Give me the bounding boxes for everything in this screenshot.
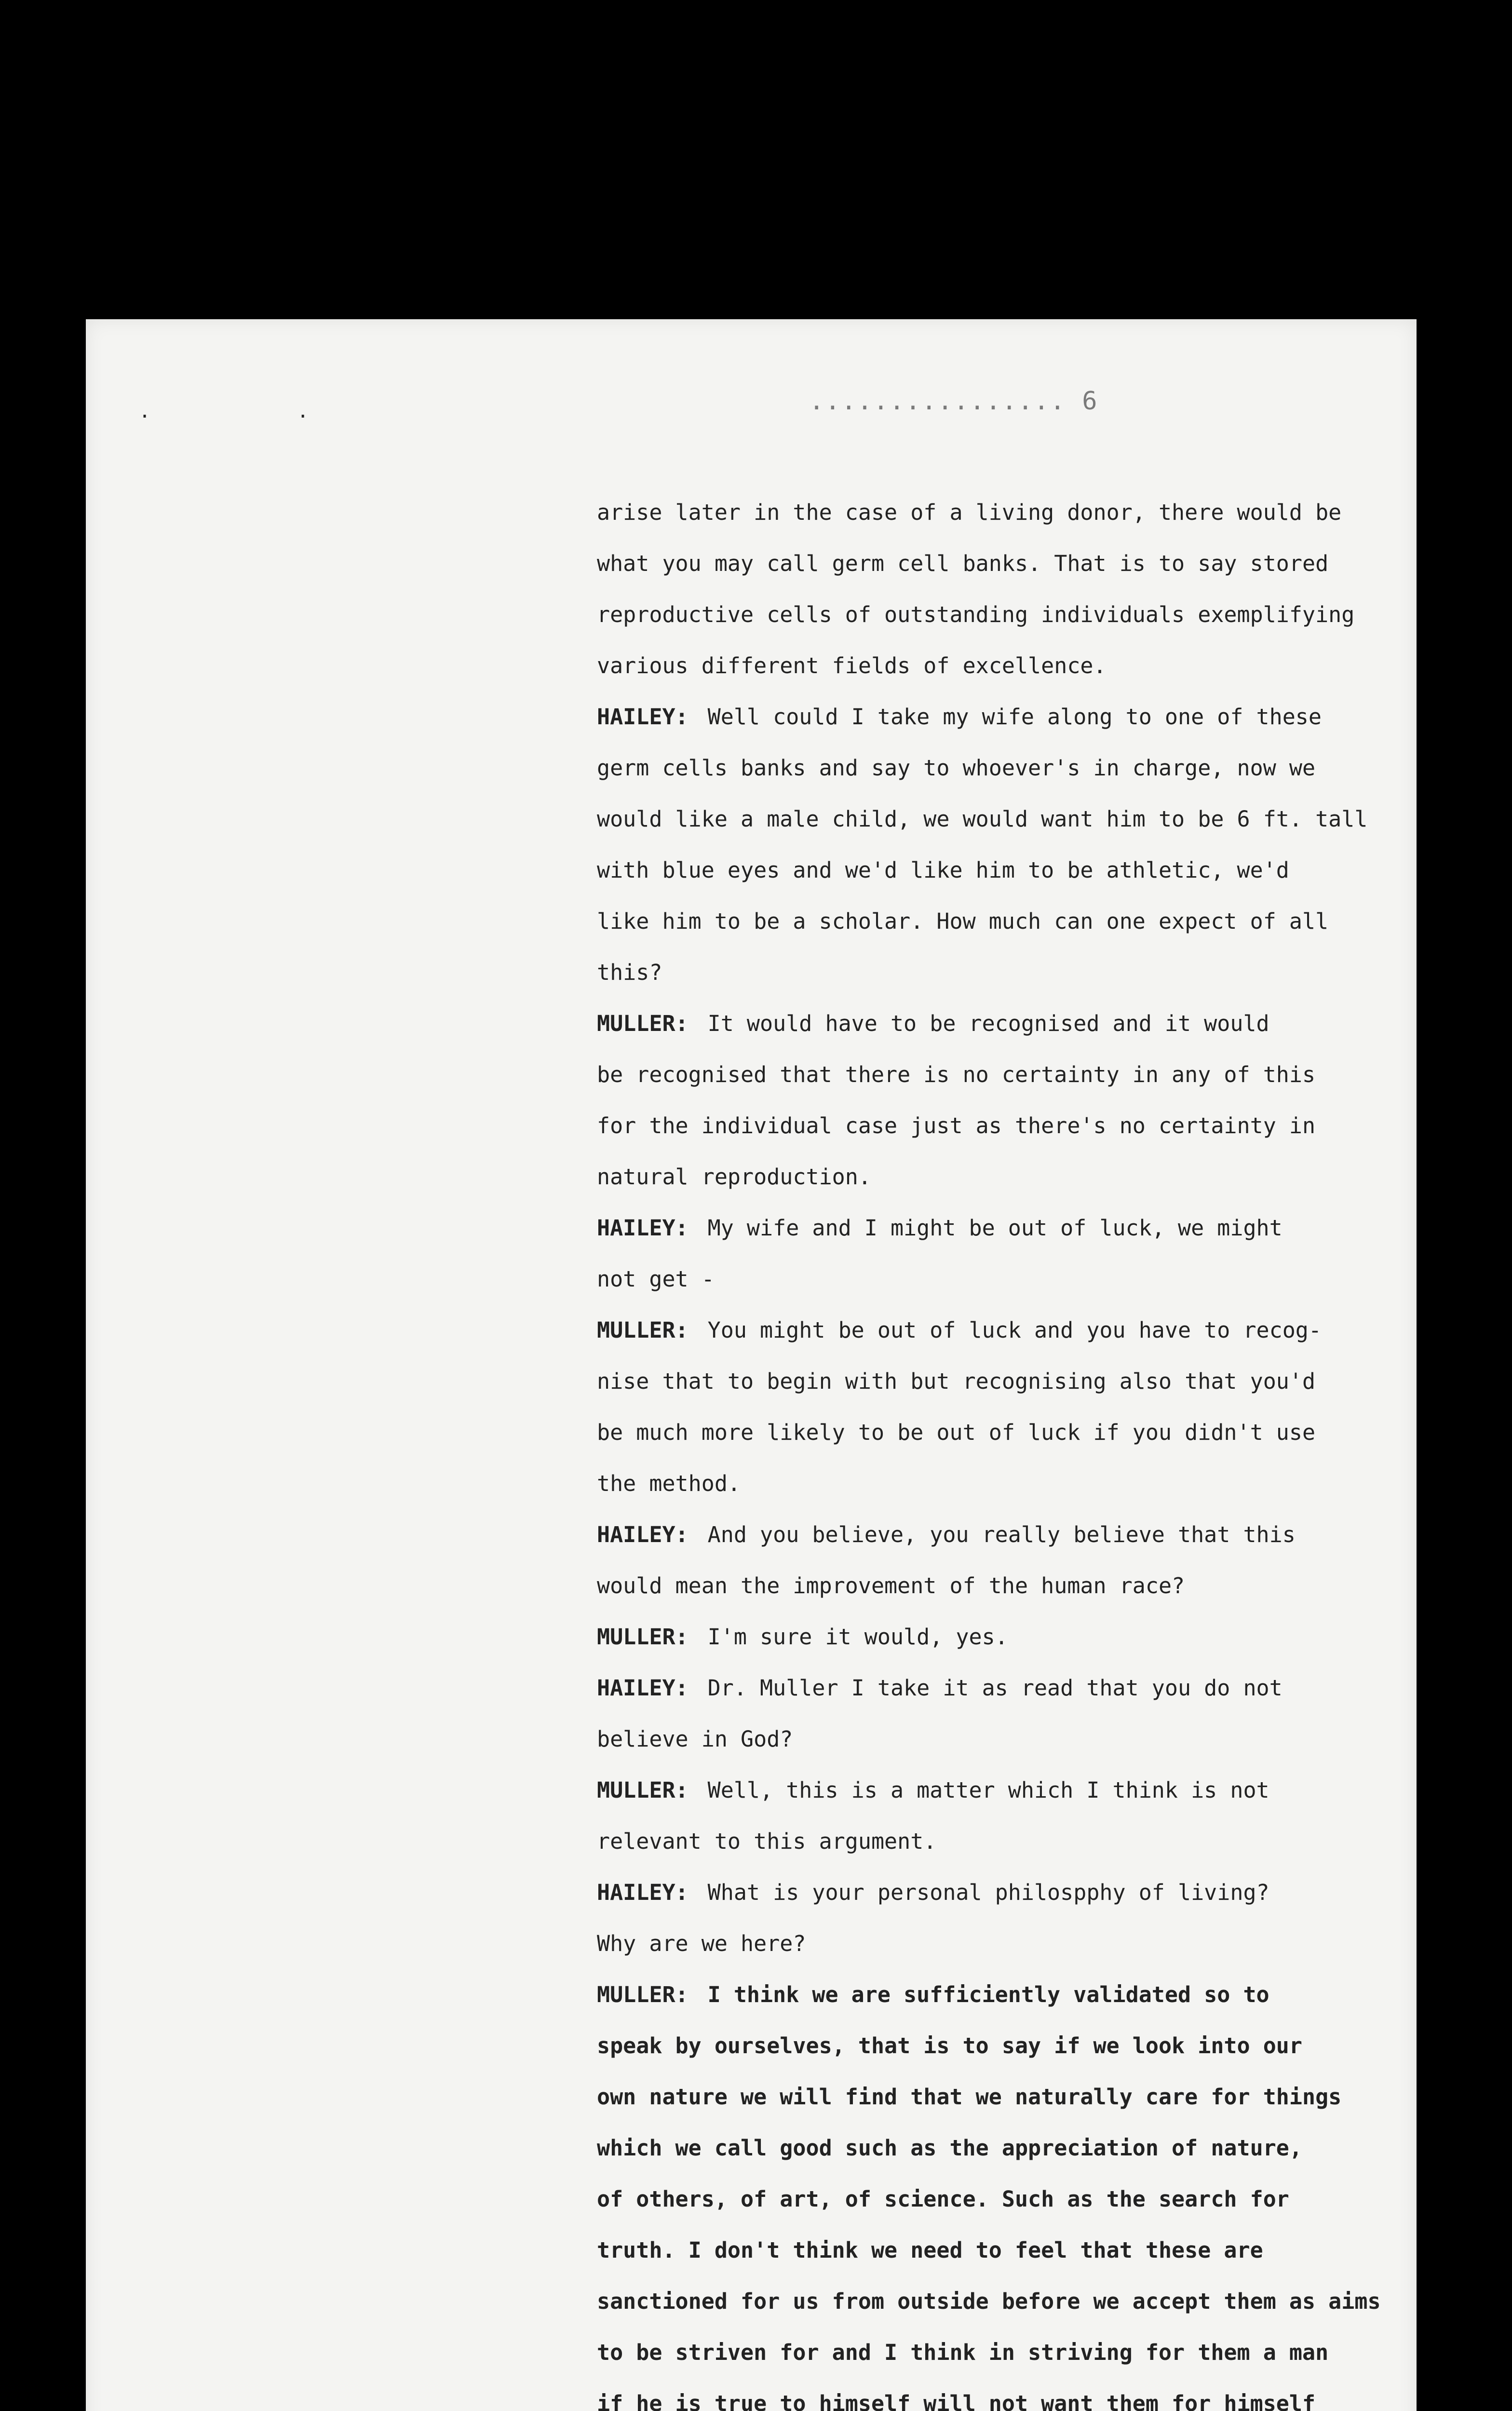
line-text: would mean the improvement of the human race?	[597, 1573, 1185, 1598]
line-text: for the individual case just as there's no certainty in	[597, 1113, 1316, 1138]
transcript-line	[597, 1100, 1388, 1151]
transcript-line	[597, 487, 1388, 538]
line-text: It would have to be recognised and it would	[707, 1011, 1269, 1036]
line-text: which we call good such as the appreciation of nature,	[597, 2135, 1302, 2161]
line-text: You might be out of luck and you have to recog-	[707, 1317, 1322, 1343]
transcript-line	[597, 998, 1388, 1049]
line-text: be recognised that there is no certainty in any of this	[597, 1062, 1316, 1087]
document-page	[86, 319, 1417, 2411]
line-text: own nature we will find that we naturally care for things	[597, 2084, 1342, 2110]
transcript-line	[597, 2123, 1388, 2174]
line-text: Why are we here?	[597, 1931, 806, 1956]
line-text: the method.	[597, 1471, 741, 1496]
line-text: of others, of art, of science. Such as the search for	[597, 2186, 1289, 2212]
header-marks: . .	[139, 400, 377, 422]
line-text: not get -	[597, 1266, 715, 1292]
transcript-line	[597, 1509, 1388, 1560]
transcript-line	[597, 1918, 1388, 1969]
speaker-label: MULLER:	[597, 1317, 688, 1343]
transcript-line	[597, 1356, 1388, 1407]
transcript-line	[597, 845, 1388, 896]
line-text: Well could I take my wife along to one of these	[707, 704, 1322, 730]
transcript-line	[597, 896, 1388, 947]
speaker-label: HAILEY:	[597, 1880, 688, 1905]
line-text: arise later in the case of a living donor, there would be	[597, 500, 1342, 525]
line-text: what you may call germ cell banks. That is to say stored	[597, 551, 1329, 576]
line-text: truth. I don't think we need to feel that these are	[597, 2237, 1263, 2263]
line-text: And you believe, you really believe that this	[707, 1522, 1296, 1547]
transcript-line	[597, 947, 1388, 998]
transcript-line	[597, 1305, 1388, 1356]
transcript-line	[597, 1458, 1388, 1509]
transcript-line	[597, 2378, 1388, 2411]
line-text: with blue eyes and we'd like him to be athletic, we'd	[597, 857, 1289, 883]
transcript-line	[597, 1560, 1388, 1612]
line-text: to be striven for and I think in striving for them a man	[597, 2340, 1329, 2365]
transcript-line	[597, 743, 1388, 794]
line-text: sanctioned for us from outside before we accept them as aims	[597, 2289, 1381, 2314]
line-text: nise that to begin with but recognising also that you'd	[597, 1368, 1316, 1394]
transcript-line	[597, 2020, 1388, 2072]
speaker-label: HAILEY:	[597, 1675, 688, 1701]
transcript-line	[597, 589, 1388, 640]
speaker-label: MULLER:	[597, 1777, 688, 1803]
speaker-label: MULLER:	[597, 1011, 688, 1036]
line-text: be much more likely to be out of luck if you didn't use	[597, 1420, 1316, 1445]
transcript-line	[597, 1714, 1388, 1765]
line-text: relevant to this argument.	[597, 1829, 937, 1854]
line-text: What is your personal philospphy of living?	[707, 1880, 1269, 1905]
speaker-label: MULLER:	[597, 1624, 688, 1650]
line-text: this?	[597, 960, 662, 985]
transcript-line	[597, 1254, 1388, 1305]
speaker-label: HAILEY:	[597, 1215, 688, 1241]
transcript-body	[597, 487, 1388, 2411]
line-text: believe in God?	[597, 1726, 793, 1752]
transcript-line	[597, 1765, 1388, 1816]
transcript-line	[597, 1612, 1388, 1663]
line-text: if he is true to himself will not want them for himself	[597, 2391, 1316, 2411]
speaker-label: MULLER:	[597, 1982, 688, 2007]
transcript-line	[597, 2327, 1388, 2378]
line-text: speak by ourselves, that is to say if we look into our	[597, 2033, 1302, 2059]
speaker-label: HAILEY:	[597, 1522, 688, 1547]
line-text: Well, this is a matter which I think is not	[707, 1777, 1269, 1803]
page-number: ................ 6	[809, 387, 1098, 416]
transcript-line	[597, 1203, 1388, 1254]
line-text: My wife and I might be out of luck, we might	[707, 1215, 1282, 1241]
transcript-line	[597, 1407, 1388, 1458]
transcript-line	[597, 1969, 1388, 2020]
transcript-line	[597, 1049, 1388, 1100]
line-text: Dr. Muller I take it as read that you do not	[707, 1675, 1282, 1701]
line-text: germ cells banks and say to whoever's in charge, now we	[597, 755, 1316, 781]
line-text: reproductive cells of outstanding individuals exemplifying	[597, 602, 1355, 627]
line-text: I'm sure it would, yes.	[707, 1624, 1008, 1650]
transcript-line	[597, 1816, 1388, 1867]
transcript-line	[597, 1663, 1388, 1714]
transcript-line	[597, 2072, 1388, 2123]
transcript-line	[597, 794, 1388, 845]
transcript-line	[597, 2276, 1388, 2327]
line-text: would like a male child, we would want him to be 6 ft. tall	[597, 806, 1368, 832]
line-text: various different fields of excellence.	[597, 653, 1107, 678]
line-text: I think we are sufficiently validated so to	[707, 1982, 1269, 2007]
transcript-line	[597, 2174, 1388, 2225]
speaker-label: HAILEY:	[597, 704, 688, 730]
transcript-line	[597, 691, 1388, 743]
transcript-line	[597, 1867, 1388, 1918]
transcript-line	[597, 2225, 1388, 2276]
transcript-line	[597, 1151, 1388, 1203]
line-text: like him to be a scholar. How much can one expect of all	[597, 908, 1329, 934]
transcript-line	[597, 640, 1388, 691]
line-text: natural reproduction.	[597, 1164, 871, 1190]
transcript-line	[597, 538, 1388, 589]
